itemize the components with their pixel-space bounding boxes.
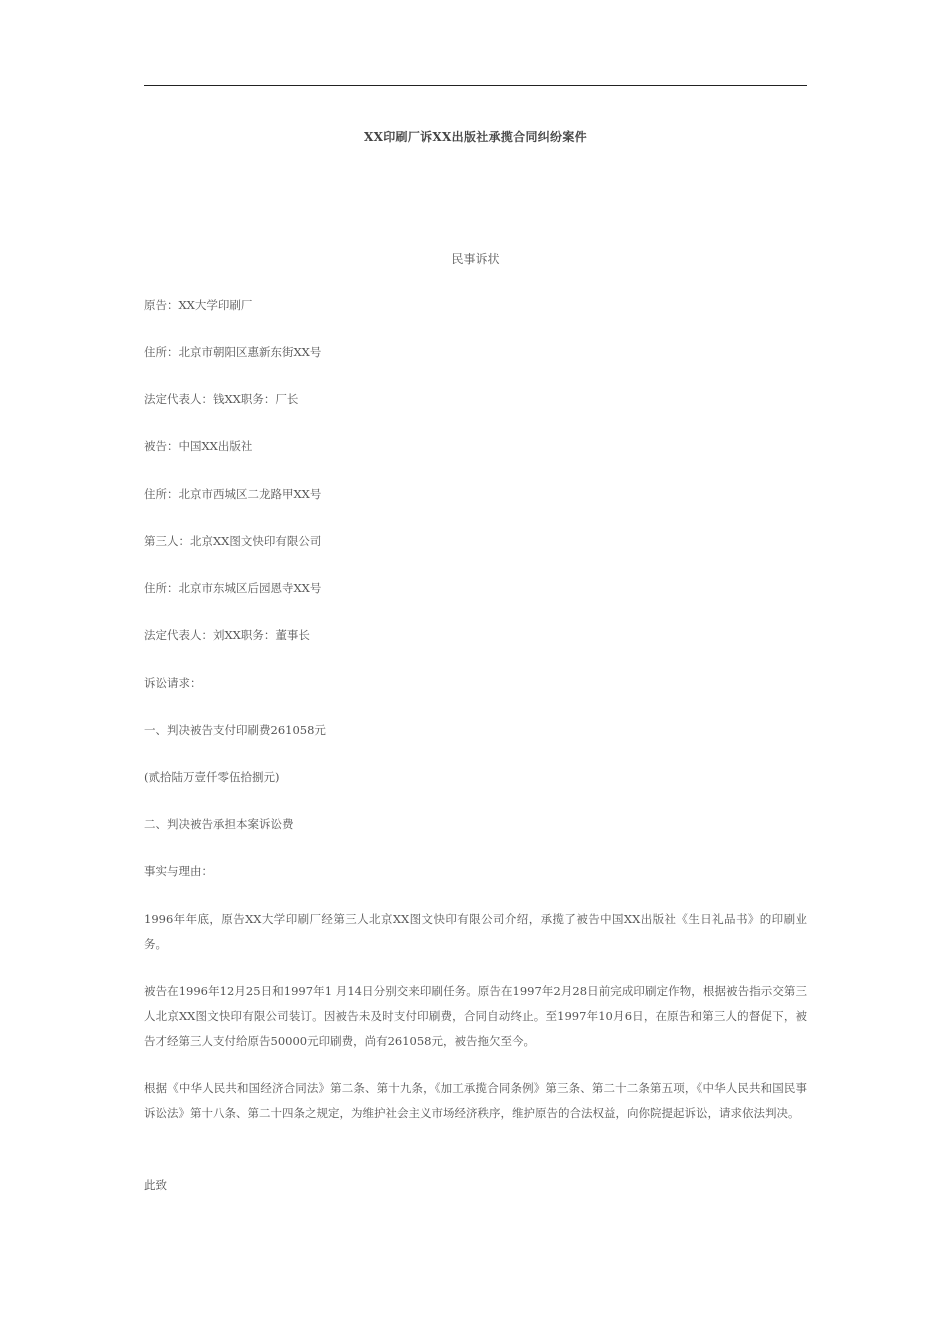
claim-item-2: 二、判决被告承担本案诉讼费 xyxy=(144,817,294,831)
claim-item-1-amount-in-words: (贰拾陆万壹仟零伍拾捌元) xyxy=(144,770,280,784)
top-rule xyxy=(144,85,807,86)
facts-paragraph-2: 被告在1996年12月25日和1997年1 月14日分别交来印刷任务。原告在1997年2月28日前完成印刷定作物，根据被告指示交第三人北京XX图文快印有限公司装订。因被告未及时支付印刷费，合同自动终止。至1997年10月6日，在原告和第三人的督促下，被告才经第三人支付给原告50000元印刷费，尚有261058元，被告拖欠至今。 xyxy=(144,984,807,1048)
facts-paragraph-1: 1996年年底，原告XX大学印刷厂经第三人北京XX图文快印有限公司介绍，承揽了被告中国XX出版社《生日礼品书》的印刷业务。 xyxy=(144,912,807,951)
plaintiff-representative-line: 法定代表人：钱XX职务：厂长 xyxy=(144,392,299,406)
defendant-address-line: 住所：北京市西城区二龙路甲XX号 xyxy=(144,487,322,501)
claims-heading: 诉讼请求： xyxy=(144,676,202,690)
third-party-address-line: 住所：北京市东城区后园恩寺XX号 xyxy=(144,581,322,595)
document-title: XX印刷厂诉XX出版社承揽合同纠纷案件 xyxy=(364,130,587,144)
third-party-line: 第三人：北京XX图文快印有限公司 xyxy=(144,534,322,548)
facts-heading: 事实与理由： xyxy=(144,864,213,878)
document-subtitle: 民事诉状 xyxy=(451,252,500,266)
defendant-line: 被告：中国XX出版社 xyxy=(144,439,253,453)
claim-item-1: 一、判决被告支付印刷费261058元 xyxy=(144,723,326,737)
plaintiff-line: 原告：XX大学印刷厂 xyxy=(144,298,253,312)
facts-paragraph-3: 根据《中华人民共和国经济合同法》第二条、第十九条，《加工承揽合同条例》第三条、第二十二条第五项，《中华人民共和国民事诉讼法》第十八条、第二十四条之规定，为维护社会主义市场经济秩序，维护原告的合法权益，向你院提起诉讼，请求依法判决。 xyxy=(144,1081,807,1120)
third-party-representative-line: 法定代表人：刘XX职务：董事长 xyxy=(144,628,310,642)
closing-line: 此致 xyxy=(144,1178,167,1192)
plaintiff-address-line: 住所：北京市朝阳区惠新东街XX号 xyxy=(144,345,322,359)
